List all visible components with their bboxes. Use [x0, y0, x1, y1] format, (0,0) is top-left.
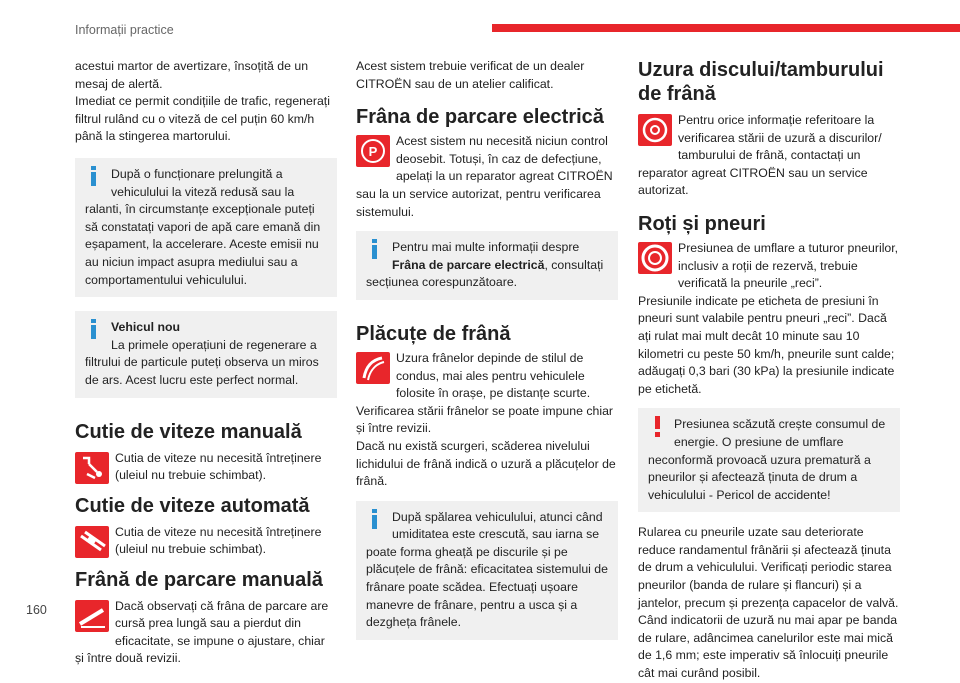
paragraph: Presiunile indicate pe eticheta de presiuni în pneuri sunt valabile pentru pneuri „reci”. Dacă ați rulat mai mult decât 10 minute sau 10 kilometri cu peste 50 km/h, pneurile sunt calde; adăugați 0,3 bari (30 kPa) la presiunile indicate pe etichetă. — [638, 293, 895, 396]
note-text: Pentru mai multe informații despre — [392, 240, 580, 255]
heading-auto-gearbox: Cutie de viteze automată — [75, 494, 310, 517]
note-text-bold: Frâna de parcare electrică — [392, 257, 545, 272]
note-title: Vehicul nou — [111, 320, 181, 335]
heading-disc-wear: Uzura discului/tamburului de frână — [638, 59, 884, 105]
info-icon — [85, 319, 107, 339]
section-title: Informații practice — [75, 23, 174, 37]
warning-text: Presiunea scăzută crește consumul de energie. O presiune de umflare neconformă provoacă uzura prematură a pneurilor și afectează ținuta de drum a vehiculului - Pericol de accidente! — [648, 417, 886, 502]
brake-pads-icon — [356, 352, 390, 384]
gearbox-auto-icon — [75, 526, 109, 558]
paragraph: Rularea cu pneurile uzate sau deteriorate reduce randamentul frânării și afectează ținuta de drum a vehiculului. Verificați periodic starea pneurilor (banda de rulare și flancuri) și a jantelor, precum și prezența capacelor de valvă. — [638, 525, 899, 610]
info-icon — [366, 239, 388, 259]
heading-manual-parking-brake: Frână de parcare manuală — [75, 568, 323, 591]
handbrake-icon — [75, 600, 109, 632]
paragraph: Acest sistem nu necesită niciun control deosebit. Totuși, în caz de defecțiune, apelați la un reparator agreat CITROËN sau la un service autorizat, pentru verificarea sistemului. — [356, 134, 613, 219]
note-text: , consultați secțiunea corespunzătoare. — [366, 257, 604, 290]
info-note — [356, 501, 618, 640]
paragraph: Când indicatorii de uzură nu mai apar pe banda de rulare, adâncimea canelurilor este mai mică de 1,6 mm; este imperativ să înlocuiți pneurile cât mai curând posibil. — [638, 613, 898, 681]
paragraph: Cutia de viteze nu necesită întreținere (uleiul nu trebuie schimbat). — [115, 524, 322, 557]
info-icon — [366, 509, 388, 529]
info-icon — [85, 166, 107, 186]
heading-electric-parking-brake: Frâna de parcare electrică — [356, 106, 604, 129]
heading-wheels-tyres: Roți și pneuri — [638, 212, 766, 235]
svg-text:P: P — [368, 144, 378, 160]
info-note — [75, 158, 337, 297]
warning-icon — [648, 416, 670, 436]
info-note — [356, 231, 618, 300]
electric-parking-brake-icon — [356, 135, 390, 167]
info-note — [75, 311, 337, 397]
gearbox-manual-icon — [75, 452, 109, 484]
tyre-icon — [638, 242, 672, 274]
heading-brake-pads: Plăcuțe de frână — [356, 322, 511, 345]
paragraph: Imediat ce permit condițiile de trafic, regenerați filtrul rulând cu o viteză de cel puțin 60 km/h până la stingerea martorului. — [75, 94, 330, 144]
paragraph: Acest sistem trebuie verificat de un dealer CITROËN sau de un atelier calificat. — [356, 59, 585, 91]
note-text: După o funcționare prelungită a vehiculului la viteză redusă sau la ralanti, în circumstanțe excepționale puteți să constatați vapori de apă care emană din eșapament, la accelerare. Aceste emisii nu au niciun impact asupra mediului sau a comportamentului vehiculului. — [85, 166, 321, 287]
column-1 — [75, 58, 337, 668]
heading-manual-gearbox: Cutie de viteze manuală — [75, 420, 302, 443]
paragraph: Presiunea de umflare a tuturor pneurilor, inclusiv a roții de rezervă, trebuie verificată la pneurile „reci”. — [678, 240, 899, 291]
paragraph: Dacă nu există scurgeri, scăderea nivelului lichidului de frână indică o uzură a plăcuțelor de frână. — [356, 438, 616, 489]
warning-note — [638, 408, 900, 512]
header-accent-bar — [492, 24, 960, 32]
brake-disc-icon — [638, 114, 672, 146]
column-2 — [356, 58, 618, 648]
paragraph: Dacă observați că frâna de parcare are cursă prea lungă sau a pierdut din eficacitate, se impune o ajustare, chiar și între două revizii. — [75, 598, 329, 666]
paragraph: acestui martor de avertizare, însoțită de un mesaj de alertă. — [75, 59, 309, 91]
paragraph: Uzura frânelor depinde de stilul de condus, mai ales pentru vehiculele folosite în orașe, pe distanțe scurte. Verificarea stării frânelor se poate impune chiar și între revizii. — [356, 350, 613, 436]
page-number: 160 — [26, 603, 47, 617]
paragraph: Cutia de viteze nu necesită întreținere (uleiul nu trebuie schimbat). — [115, 450, 322, 483]
paragraph: Pentru orice informație referitoare la verificarea stării de uzură a discurilor/ tamburului de frână, contactați un reparator agreat CITROËN sau un service autorizat. — [638, 113, 882, 198]
note-text: După spălarea vehiculului, atunci când umiditatea este crescută, sau iarna se poate forma gheață pe discurile și pe plăcuțele de frână: eficacitatea sistemului de frânare poate scădea. Efectuați ușoare manevre de frânare, pentru a usca și a dezgheța frânele. — [366, 509, 608, 630]
note-text: La primele operațiuni de regenerare a filtrului de particule puteți observa un miros de ars. Acest lucru este perfect normal. — [85, 337, 319, 387]
column-3 — [638, 58, 900, 683]
